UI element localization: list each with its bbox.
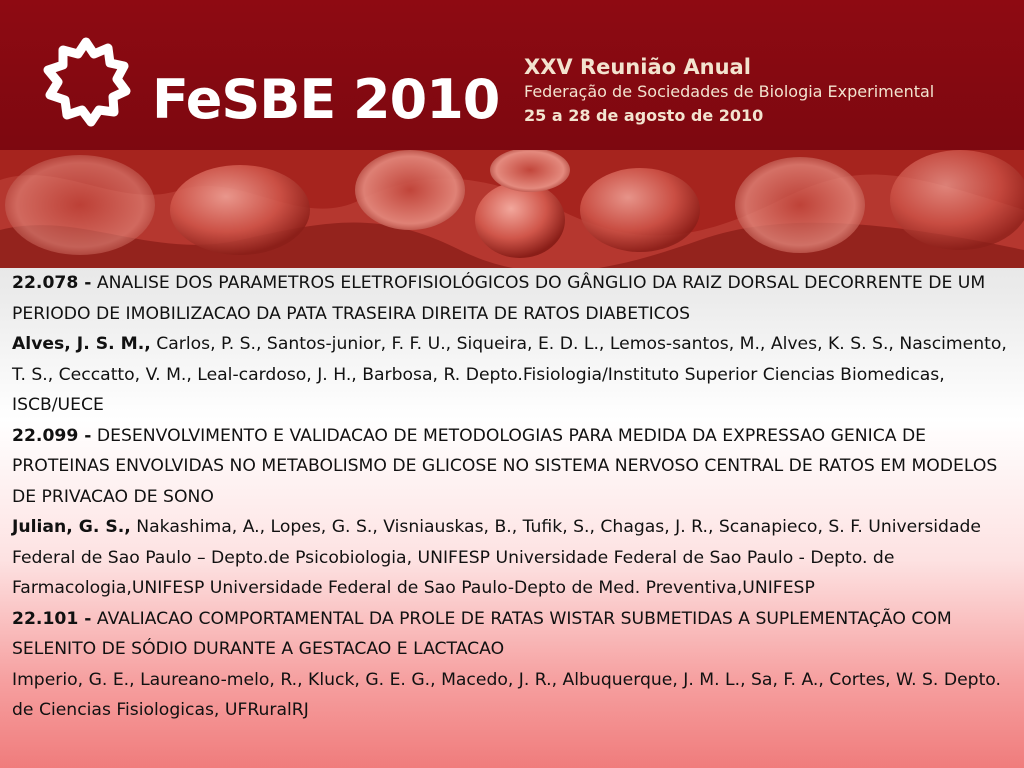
- header-banner: [0, 0, 1024, 150]
- fesbe-logo-icon: [36, 30, 136, 130]
- authors-text: Imperio, G. E., Laureano-melo, R., Kluck, G. E. G., Macedo, J. R., Albuquerque, J. M. L., Sa, F. A., Cortes, W. S. Depto. de Ciencias Fisiologicas, UFRuralRJ: [12, 669, 1001, 720]
- event-info: [524, 54, 934, 128]
- authors-text: Nakashima, A., Lopes, G. S., Visniauskas, B., Tufik, S., Chagas, J. R., Scanapieco, S. F. Universidade Federal de Sao Paulo – Depto.de Psicobiologia, UNIFESP Universidade Federal de Sao Paulo - Depto. de Farmacologia,UNIFESP Universidade Federal de Sao Paulo-Depto de Med. Preventiva,UNIFESP: [12, 517, 981, 598]
- red-blood-cells-image: [0, 150, 1024, 268]
- abstract-authors: [12, 512, 1012, 604]
- abstract-item: [12, 421, 1012, 604]
- logo-text: FeSBE 2010: [152, 68, 500, 131]
- event-title: XXV Reunião Anual: [524, 55, 751, 79]
- abstract-title-text: ANALISE DOS PARAMETROS ELETROFISIOLÓGICOS DO GÂNGLIO DA RAIZ DORSAL DECORRENTE DE UM PERIODO DE IMOBILIZACAO DA PATA TRASEIRA DIREITA DE RATOS DIABETICOS: [12, 273, 986, 324]
- event-dates: 25 a 28 de agosto de 2010: [524, 106, 764, 125]
- authors-text: Carlos, P. S., Santos-junior, F. F. U., Siqueira, E. D. L., Lemos-santos, M., Alves, K. S. S., Nascimento, T. S., Ceccatto, V. M., Leal-cardoso, J. H., Barbosa, R. Depto.Fisiologia/Instituto Superior Ciencias Biomedicas, ISCB/UECE: [12, 334, 1007, 415]
- abstract-item: [12, 268, 1012, 421]
- lead-author: Julian, G. S.,: [12, 517, 131, 537]
- abstract-title: [12, 268, 1012, 329]
- abstract-title: [12, 421, 1012, 513]
- federation-name: Federação de Sociedades de Biologia Experimental: [524, 82, 935, 101]
- abstract-authors: [12, 329, 1012, 421]
- abstract-authors: [12, 665, 1012, 726]
- abstract-title-text: DESENVOLVIMENTO E VALIDACAO DE METODOLOGIAS PARA MEDIDA DA EXPRESSAO GENICA DE PROTEINAS ENVOLVIDAS NO METABOLISMO DE GLICOSE NO SISTEMA NERVOSO CENTRAL DE RATOS EM MODELOS DE PRIVACAO DE SONO: [12, 425, 998, 507]
- abstract-number: 22.099 -: [12, 425, 92, 446]
- abstract-number: 22.078 -: [12, 273, 92, 293]
- abstract-title-text: AVALIACAO COMPORTAMENTAL DA PROLE DE RATAS WISTAR SUBMETIDAS A SUPLEMENTAÇÃO COM SELENITO DE SÓDIO DURANTE A GESTACAO E LACTACAO: [12, 608, 952, 659]
- abstracts-list: [0, 268, 1024, 768]
- abstract-item: [12, 604, 1012, 726]
- abstract-title: [12, 604, 1012, 665]
- cells-background-image: [0, 150, 1024, 268]
- abstract-number: 22.101 -: [12, 608, 92, 629]
- lead-author: Alves, J. S. M.,: [12, 334, 151, 354]
